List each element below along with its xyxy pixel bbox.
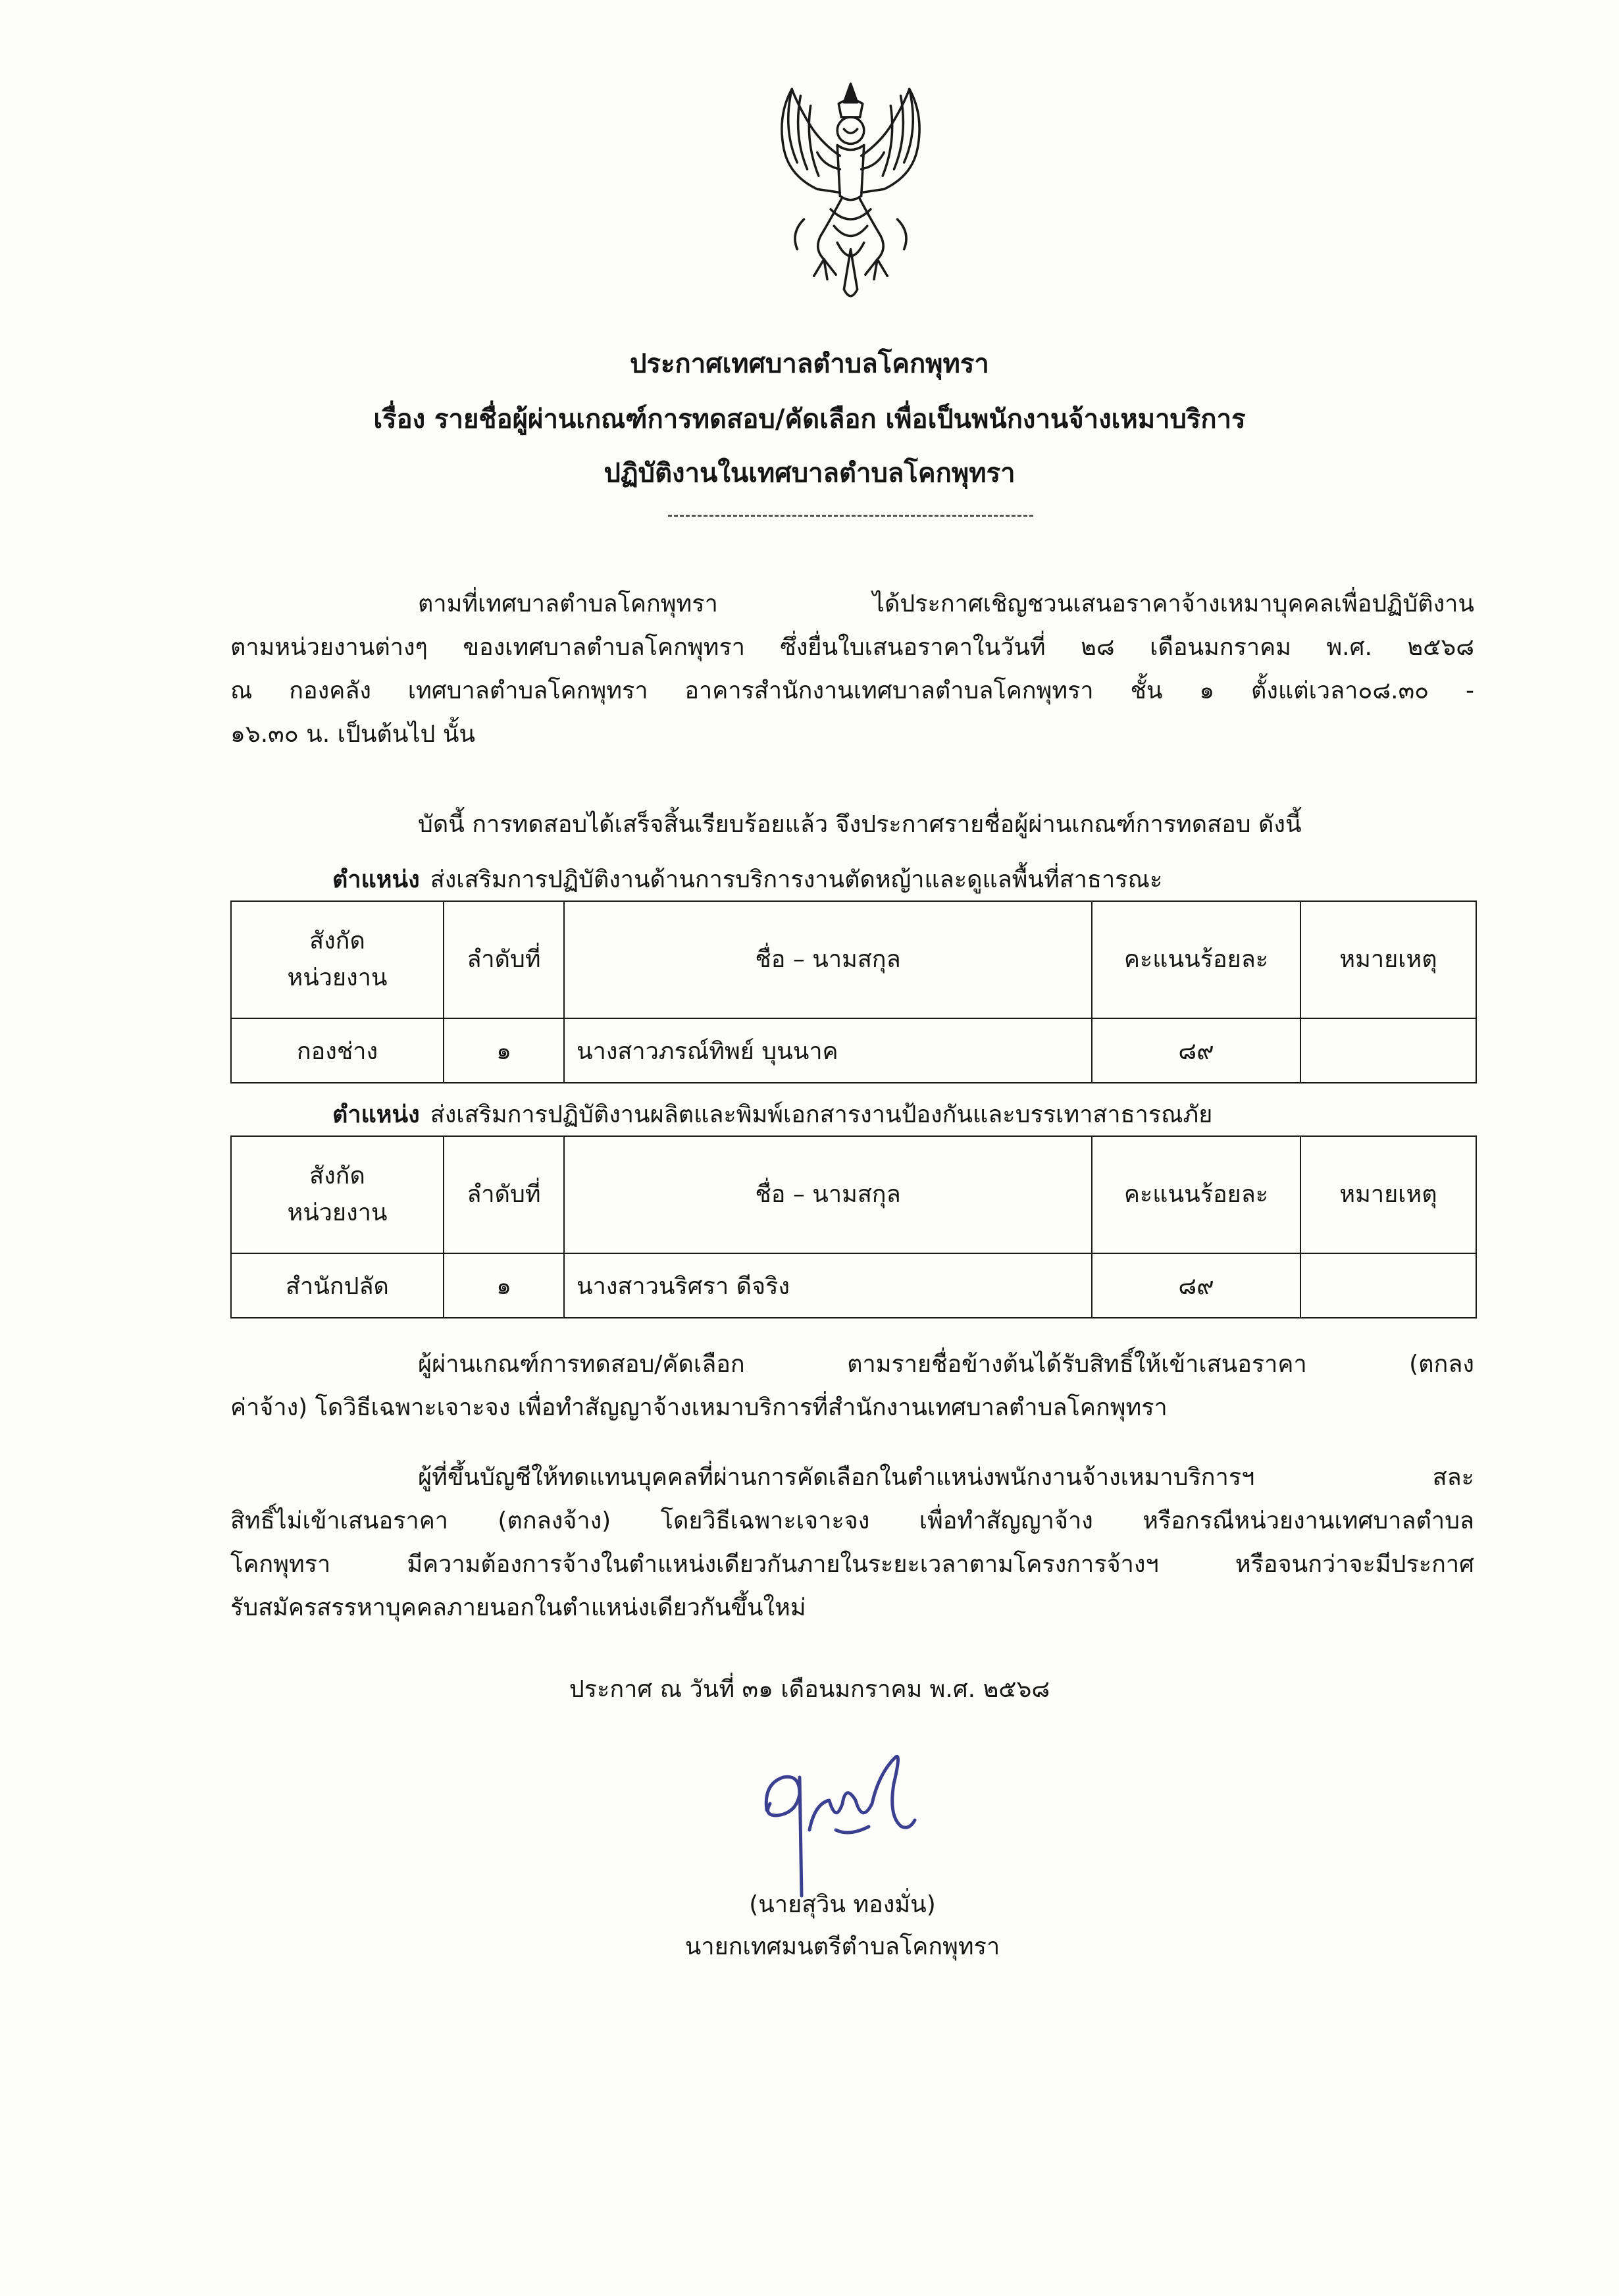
header-score: คะแนนร้อยละ: [1092, 901, 1300, 1018]
position-title: ส่งเสริมการปฏิบัติงานผลิตและพิมพ์เอกสารงานป้องกันและบรรเทาสาธารณภัย: [430, 1101, 1213, 1128]
cell-score: ๘๙: [1092, 1253, 1300, 1318]
cell-name: นางสาวนริศรา ดีจริง: [564, 1253, 1092, 1318]
cell-unit: กองช่าง: [231, 1018, 444, 1083]
signer-name: (นายสุวิน ทองมั่น): [749, 1891, 936, 1918]
results-table-2: [230, 1135, 1477, 1318]
table-row: [231, 1018, 1476, 1083]
announcement-title: ประกาศเทศบาลตำบลโคกพุทรา: [630, 349, 989, 379]
paragraph-line: รับสมัครสรรหาบุคคลภายนอกในตำแหน่งเดียวกันขึ้นใหม่: [230, 1594, 806, 1621]
cell-name: นางสาวภรณ์ทิพย์ บุนนาค: [564, 1018, 1092, 1083]
cell-order: ๑: [444, 1253, 564, 1318]
announcement-subject: เรื่อง รายชื่อผู้ผ่านเกณฑ์การทดสอบ/คัดเลือก เพื่อเป็นพนักงานจ้างเหมาบริการ: [373, 404, 1246, 434]
paragraph-line: ผู้ที่ขึ้นบัญชีให้ทดแทนบุคคลที่ผ่านการคัดเลือกในตำแหน่งพนักงานจ้างเหมาบริการฯ สละ: [418, 1464, 1474, 1491]
rights-paragraph: [230, 1343, 1474, 1430]
header-unit: สังกัด หน่วยงาน: [231, 1136, 444, 1253]
cell-unit: สำนักปลัด: [231, 1253, 444, 1318]
paragraph-line: ตามหน่วยงานต่างๆ ของเทศบาลตำบลโคกพุทรา ซึ่งยื่นใบเสนอราคาในวันที่ ๒๘ เดือนมกราคม พ.ศ. ๒๕๖๘: [230, 634, 1474, 661]
title-divider: [668, 515, 1033, 517]
header-order: ลำดับที่: [444, 901, 564, 1018]
results-table-1: [230, 900, 1477, 1083]
paragraph-line: ณ กองคลัง เทศบาลตำบลโคกพุทรา อาคารสำนักงานเทศบาลตำบลโคกพุทรา ชั้น ๑ ตั้งแต่เวลา๐๘.๓๐ -: [230, 677, 1474, 704]
position-title: ส่งเสริมการปฏิบัติงานด้านการบริการงานตัดหญ้าและดูแลพื้นที่สาธารณะ: [430, 866, 1163, 893]
replacement-paragraph: [230, 1456, 1474, 1630]
position-label: ตำแหน่ง: [332, 866, 420, 893]
cell-remark: [1300, 1018, 1476, 1083]
intro-paragraph: [230, 583, 1474, 756]
table-row: [231, 1253, 1476, 1318]
paragraph-line: สิทธิ์ไม่เข้าเสนอราคา (ตกลงจ้าง) โดยวิธีเฉพาะเจาะจง เพื่อทำสัญญาจ้าง หรือกรณีหน่วยงานเทศบาลตำบล: [230, 1507, 1474, 1534]
paragraph-line: ตามที่เทศบาลตำบลโคกพุทรา ได้ประกาศเชิญชวนเสนอราคาจ้างเหมาบุคคลเพื่อปฏิบัติงาน: [418, 590, 1474, 617]
result-paragraph: [230, 803, 1474, 847]
header-order: ลำดับที่: [444, 1136, 564, 1253]
header-name: ชื่อ – นามสกุล: [564, 901, 1092, 1018]
cell-order: ๑: [444, 1018, 564, 1083]
header-unit: สังกัด หน่วยงาน: [231, 901, 444, 1018]
announcement-subject-line2: ปฏิบัติงานในเทศบาลตำบลโคกพุทรา: [604, 458, 1015, 488]
paragraph-line: ๑๖.๓๐ น. เป็นต้นไป นั้น: [230, 721, 476, 748]
table-header-row: [231, 901, 1476, 1018]
cell-score: ๘๙: [1092, 1018, 1300, 1083]
header-remark: หมายเหตุ: [1300, 1136, 1476, 1253]
paragraph-line: ผู้ผ่านเกณฑ์การทดสอบ/คัดเลือก ตามรายชื่อข้างต้นได้รับสิทธิ์ให้เข้าเสนอราคา (ตกลง: [418, 1351, 1474, 1378]
header-name: ชื่อ – นามสกุล: [564, 1136, 1092, 1253]
position-heading-1: [332, 860, 1162, 898]
header-score: คะแนนร้อยละ: [1092, 1136, 1300, 1253]
paragraph-line: ค่าจ้าง) โดวิธีเฉพาะเจาะจง เพื่อทำสัญญาจ้างเหมาบริการที่สำนักงานเทศบาลตำบลโคกพุทรา: [230, 1394, 1168, 1421]
position-heading-2: [332, 1095, 1212, 1133]
signer-position: นายกเทศมนตรีตำบลโคกพุทรา: [684, 1933, 1000, 1960]
announcement-date: ประกาศ ณ วันที่ ๓๑ เดือนมกราคม พ.ศ. ๒๕๖๘: [569, 1676, 1050, 1703]
table-header-row: [231, 1136, 1476, 1253]
paragraph-line: โคกพุทรา มีความต้องการจ้างในตำแหน่งเดียวกันภายในระยะเวลาตามโครงการจ้างฯ หรือจนกว่าจะมีประกาศ: [230, 1551, 1474, 1578]
paragraph-line: บัดนี้ การทดสอบได้เสร็จสิ้นเรียบร้อยแล้ว จึงประกาศรายชื่อผู้ผ่านเกณฑ์การทดสอบ ดังนี้: [418, 811, 1302, 838]
garuda-emblem-icon: [750, 76, 951, 309]
position-label: ตำแหน่ง: [332, 1101, 420, 1128]
header-remark: หมายเหตุ: [1300, 901, 1476, 1018]
signature-icon: [737, 1738, 948, 1902]
cell-remark: [1300, 1253, 1476, 1318]
